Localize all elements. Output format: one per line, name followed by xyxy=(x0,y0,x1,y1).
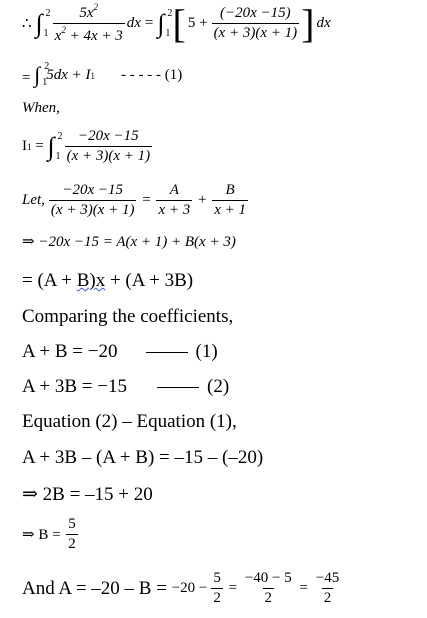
equation-split-result: = ∫ 2 1 5dx + I 1 - - - - - (1) xyxy=(22,61,183,88)
tag-leader xyxy=(146,352,188,353)
fraction-five-halves: $\frac{5}{2}$ xyxy=(213,570,221,606)
dx: dx xyxy=(126,15,141,31)
eq2-text: = ∫ 2 1 xyxy=(22,61,50,88)
fraction-b-value: $\frac{5}{2}$ xyxy=(68,516,76,552)
fraction-result: $\frac{-45}{2}$ xyxy=(315,570,340,606)
fraction-i1: $\frac{-20x -15}{(x + 3)(x + 1)}$ xyxy=(66,128,151,164)
integral-sign: ∫ 2 1 xyxy=(157,7,173,39)
equation-one: A + B = −20 (1) xyxy=(22,341,218,362)
five-plus: 5 + xyxy=(187,15,208,31)
equation-2b: ⇒ 2B = –15 + 20 xyxy=(22,484,153,505)
equation-subtraction: A + 3B – (A + B) = –15 – (–20) xyxy=(22,447,264,468)
equation-grouped: = (A + B)x + (A + 3B) xyxy=(22,270,194,291)
integral-sign: ∫ 2 1 xyxy=(35,7,51,39)
equation-integral-split xyxy=(22,2,331,45)
equation-expanded: ⇒ −20x −15 = A(x + 1) + B(x + 3) xyxy=(22,234,236,250)
fraction-b: $\frac{B}{x + 1}$ xyxy=(214,182,246,218)
equation-tag: - - - - - (1) xyxy=(121,67,183,83)
fraction-lhs: $\frac{-20x -15}{(x + 3)(x + 1)}$ xyxy=(50,182,135,218)
fraction-a: $\frac{A}{x + 3}$ xyxy=(158,182,191,218)
equation-i1: I 1 = ∫ 2 1 $\frac{-20x -15}{(x + 3)(x + 1)}$ xyxy=(22,128,151,164)
equals: = xyxy=(144,15,154,31)
left-bracket: [ xyxy=(172,0,186,46)
dx: dx xyxy=(316,15,331,31)
when-label: When, xyxy=(22,100,60,116)
fraction-combined: $\frac{-40 - 5}{2}$ xyxy=(244,570,292,606)
right-bracket: ] xyxy=(301,0,315,46)
fraction-remainder: $\frac{(-20x -15)}{(x + 3)(x + 1)}$ xyxy=(213,5,298,41)
integral-sign: ∫ 2 1 xyxy=(47,130,63,162)
equation-two: A + 3B = −15 (2) xyxy=(22,376,230,397)
equation-a-value: And A = –20 – B = −20 − $\frac{5}{2}$ = $\frac{-40 - 5}{2}$ = $\frac{-45}{2}$ xyxy=(22,570,340,606)
equation-b-value: ⇒ B = $\frac{5}{2}$ xyxy=(22,516,76,552)
equation-partial-fractions: Let, $\frac{-20x -15}{(x + 3)(x + 1)}$ = $\frac{A}{x + 3}$ + $\frac{B}{x + 1}$ xyxy=(22,182,246,218)
tag-leader xyxy=(157,387,199,388)
fraction-integrand: $\frac{5x^2}{x^2 + 4x + 3}$ xyxy=(54,2,123,44)
subtract-text: Equation (2) – Equation (1), xyxy=(22,411,237,432)
comparing-text: Comparing the coefficients, xyxy=(22,306,234,327)
therefore-symbol: ∴ xyxy=(22,16,32,32)
